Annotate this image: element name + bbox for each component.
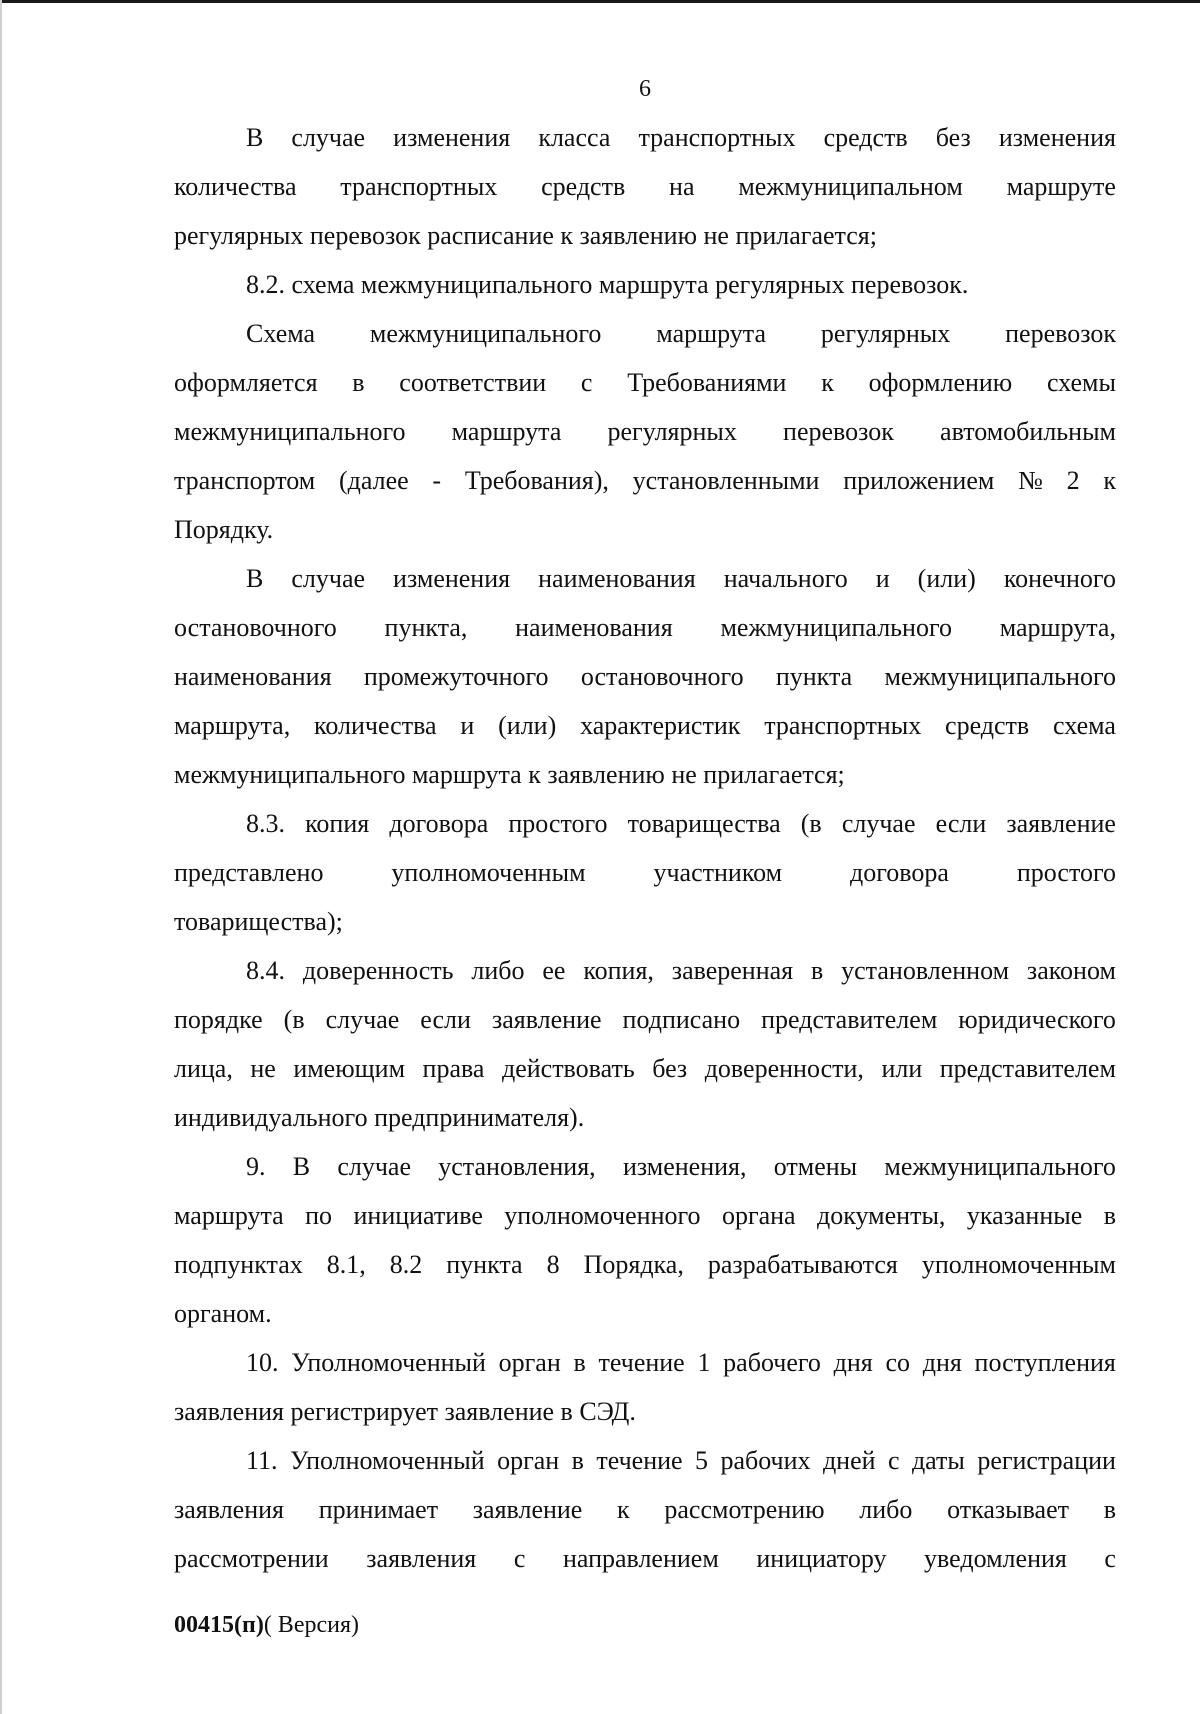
- word: 9.: [246, 1152, 266, 1181]
- text-line: [174, 799, 1116, 848]
- word: к: [617, 1495, 630, 1524]
- scan-top-edge: [0, 0, 1200, 3]
- text-line: Порядку.: [174, 515, 274, 544]
- word: дня: [922, 1348, 962, 1377]
- word: заверенная: [671, 956, 794, 985]
- text-line: товарищества);: [174, 907, 343, 936]
- word: транспортных: [340, 172, 498, 201]
- word: регулярных: [820, 319, 951, 348]
- text-line: [174, 358, 1116, 407]
- word: приложением: [843, 466, 995, 495]
- word: подпунктах: [174, 1250, 303, 1279]
- word: заявление: [1006, 809, 1116, 838]
- word: схемы: [1046, 368, 1116, 397]
- word: договора: [389, 809, 489, 838]
- word: регистрации: [977, 1446, 1116, 1475]
- word: инициатору: [756, 1544, 887, 1573]
- document-code: 00415(п): [174, 1612, 264, 1638]
- word: товарищества: [627, 809, 781, 838]
- text-line: [174, 1338, 1116, 1387]
- word: дней: [822, 1446, 876, 1475]
- word: наименования: [174, 662, 332, 691]
- word: уполномоченным: [921, 1250, 1116, 1279]
- word: простого: [508, 809, 608, 838]
- word: 5: [695, 1446, 709, 1475]
- word: перевозок: [783, 417, 894, 446]
- document-body: [174, 113, 1116, 1583]
- word: №: [1018, 466, 1043, 495]
- document-footer: [174, 1612, 359, 1639]
- word: к: [1103, 466, 1116, 495]
- word: к: [821, 368, 834, 397]
- word: в: [811, 956, 824, 985]
- word: принимает: [318, 1495, 439, 1524]
- word: рабочих: [720, 1446, 811, 1475]
- word: уполномоченным: [391, 858, 586, 887]
- word: межмуниципального: [884, 1152, 1116, 1181]
- word: остановочного: [174, 613, 337, 642]
- word: перевозок: [1005, 319, 1116, 348]
- word: копия,: [583, 956, 654, 985]
- word: простого: [1016, 858, 1116, 887]
- word: представителем: [939, 1054, 1116, 1083]
- text-line: [174, 995, 1116, 1044]
- word: межмуниципального: [884, 662, 1116, 691]
- word: межмуниципальном: [738, 172, 963, 201]
- word: рассмотрении: [174, 1544, 329, 1573]
- word: если: [935, 809, 987, 838]
- word: изменения: [393, 123, 511, 152]
- text-line: [174, 1534, 1116, 1583]
- text-line: межмуниципального маршрута к заявлению не прилагается;: [174, 760, 845, 789]
- word: изменения,: [622, 1152, 747, 1181]
- word: маршрута: [656, 319, 767, 348]
- word: межмуниципального: [369, 319, 602, 348]
- word: 2: [1066, 466, 1080, 495]
- text-line: [174, 652, 1116, 701]
- word: 8.3.: [246, 809, 285, 838]
- word: Требования),: [464, 466, 609, 495]
- word: инициативе: [353, 1201, 483, 1230]
- text-line: [174, 1436, 1116, 1485]
- word: заявления: [366, 1544, 477, 1573]
- word: количества: [314, 711, 437, 740]
- word: и: [875, 564, 890, 593]
- word: орган: [497, 1446, 560, 1475]
- word: если: [420, 1005, 471, 1034]
- word: случае: [325, 1005, 400, 1034]
- word: (или): [498, 711, 557, 740]
- word: (далее: [338, 466, 409, 495]
- word: указанные: [966, 1201, 1083, 1230]
- word: в: [571, 1446, 584, 1475]
- word: с: [513, 1544, 526, 1573]
- word: в: [352, 368, 365, 397]
- text-line: [174, 701, 1116, 750]
- word: либо: [471, 956, 525, 985]
- text-line: индивидуального предпринимателя).: [174, 1103, 585, 1132]
- text-line: [174, 162, 1116, 211]
- word: оформлению: [868, 368, 1013, 397]
- word: отказывает: [947, 1495, 1069, 1524]
- word: межмуниципального: [720, 613, 952, 642]
- word: межмуниципального: [174, 417, 406, 446]
- text-line: [174, 1191, 1116, 1240]
- word: или: [881, 1054, 923, 1083]
- word: конечного: [1003, 564, 1116, 593]
- text-line: [174, 946, 1116, 995]
- word: Схема: [246, 319, 316, 348]
- text-line: 8.2. схема межмуниципального маршрута регулярных перевозок.: [246, 270, 969, 299]
- word: транспортом: [174, 466, 316, 495]
- word: наименования: [515, 613, 673, 642]
- word: лица,: [174, 1054, 233, 1083]
- word: права: [422, 1054, 485, 1083]
- word: -: [432, 466, 442, 495]
- scan-left-edge: [0, 0, 2, 1714]
- word: класса: [538, 123, 611, 152]
- word: оформляется: [174, 368, 318, 397]
- text-line: [174, 456, 1116, 505]
- word: промежуточного: [363, 662, 549, 691]
- word: Требованиями: [627, 368, 787, 397]
- word: в: [1103, 1201, 1116, 1230]
- word: даты: [911, 1446, 965, 1475]
- text-line: [174, 603, 1116, 652]
- word: орган: [498, 1348, 561, 1377]
- word: пункта: [446, 1250, 523, 1279]
- text-line: [174, 1240, 1116, 1289]
- word: доверенности,: [704, 1054, 864, 1083]
- word: уполномоченного: [504, 1201, 701, 1230]
- word: без: [935, 123, 971, 152]
- word: копия: [305, 809, 370, 838]
- text-line: [174, 309, 1116, 358]
- word: маршрута,: [174, 711, 291, 740]
- word: направлением: [562, 1544, 719, 1573]
- word: со: [885, 1348, 910, 1377]
- word: и: [460, 711, 475, 740]
- text-line: органом.: [174, 1299, 272, 1328]
- word: подписано: [622, 1005, 741, 1034]
- word: Уполномоченный: [291, 1348, 486, 1377]
- word: органа: [721, 1201, 796, 1230]
- word: заявления: [174, 1495, 285, 1524]
- word: участником: [653, 858, 783, 887]
- text-line: заявления регистрирует заявление в СЭД.: [174, 1397, 636, 1426]
- word: случае: [841, 809, 916, 838]
- word: маршрута,: [999, 613, 1116, 642]
- word: случае: [337, 1152, 412, 1181]
- word: Уполномоченный: [289, 1446, 485, 1475]
- word: не: [250, 1054, 276, 1083]
- text-line: регулярных перевозок расписание к заявлению не прилагается;: [174, 221, 877, 250]
- word: 8.2: [389, 1250, 423, 1279]
- word: 1: [697, 1348, 711, 1377]
- word: представлено: [174, 858, 324, 887]
- word: маршруте: [1006, 172, 1116, 201]
- text-line: [174, 407, 1116, 456]
- word: 10.: [246, 1348, 279, 1377]
- word: действовать: [501, 1054, 635, 1083]
- word: В: [246, 123, 264, 152]
- document-version: ( Версия): [263, 1612, 359, 1638]
- word: в: [573, 1348, 586, 1377]
- word: доверенность: [302, 956, 454, 985]
- word: характеристик: [580, 711, 741, 740]
- word: либо: [859, 1495, 913, 1524]
- word: на: [669, 172, 695, 201]
- word: автомобильным: [940, 417, 1116, 446]
- word: разрабатываются: [707, 1250, 898, 1279]
- word: средств: [945, 711, 1030, 740]
- word: наименования: [538, 564, 696, 593]
- word: количества: [174, 172, 297, 201]
- word: ее: [542, 956, 566, 985]
- word: отмены: [773, 1152, 858, 1181]
- word: дня: [833, 1348, 873, 1377]
- word: рабочего: [723, 1348, 821, 1377]
- page-number: 6: [639, 76, 651, 102]
- word: с: [887, 1446, 900, 1475]
- word: имеющим: [293, 1054, 406, 1083]
- word: В: [246, 564, 264, 593]
- word: уведомления: [924, 1544, 1067, 1573]
- word: случае: [291, 564, 366, 593]
- word: законом: [1026, 956, 1116, 985]
- word: транспортных: [764, 711, 922, 740]
- word: изменения: [998, 123, 1116, 152]
- word: с: [1104, 1544, 1116, 1573]
- text-line: [174, 848, 1116, 897]
- word: (в: [283, 1005, 305, 1034]
- word: начального: [723, 564, 848, 593]
- word: схема: [1053, 711, 1116, 740]
- word: 8.4.: [246, 956, 285, 985]
- word: установленном: [841, 956, 1010, 985]
- word: заявление: [491, 1005, 602, 1034]
- word: представителем: [761, 1005, 938, 1034]
- word: договора: [850, 858, 949, 887]
- word: порядке: [174, 1005, 263, 1034]
- word: поступления: [974, 1348, 1116, 1377]
- word: течение: [596, 1446, 683, 1475]
- text-line: [174, 1142, 1116, 1191]
- word: без: [652, 1054, 688, 1083]
- word: маршрута: [174, 1201, 284, 1230]
- word: средств: [823, 123, 908, 152]
- word: (в: [800, 809, 822, 838]
- word: маршрута: [451, 417, 562, 446]
- word: транспортных: [638, 123, 796, 152]
- word: установленными: [632, 466, 820, 495]
- word: в: [1103, 1495, 1116, 1524]
- word: рассмотрению: [664, 1495, 825, 1524]
- word: соответствии: [399, 368, 547, 397]
- word: документы,: [817, 1201, 946, 1230]
- word: пункта,: [384, 613, 468, 642]
- word: (или): [917, 564, 976, 593]
- text-line: [174, 1044, 1116, 1093]
- text-line: [174, 1485, 1116, 1534]
- word: заявление: [472, 1495, 583, 1524]
- word: регулярных: [607, 417, 737, 446]
- word: по: [305, 1201, 333, 1230]
- text-line: [174, 113, 1116, 162]
- word: 8: [546, 1250, 560, 1279]
- word: установления,: [438, 1152, 596, 1181]
- word: 11.: [246, 1446, 278, 1475]
- word: 8.1,: [326, 1250, 366, 1279]
- word: течение: [598, 1348, 685, 1377]
- word: случае: [291, 123, 366, 152]
- word: Порядка,: [583, 1250, 684, 1279]
- word: изменения: [393, 564, 511, 593]
- word: остановочного: [580, 662, 744, 691]
- word: юридического: [958, 1005, 1116, 1034]
- text-line: [174, 554, 1116, 603]
- word: средств: [541, 172, 626, 201]
- word: с: [580, 368, 593, 397]
- word: В: [292, 1152, 311, 1181]
- word: пункта: [775, 662, 853, 691]
